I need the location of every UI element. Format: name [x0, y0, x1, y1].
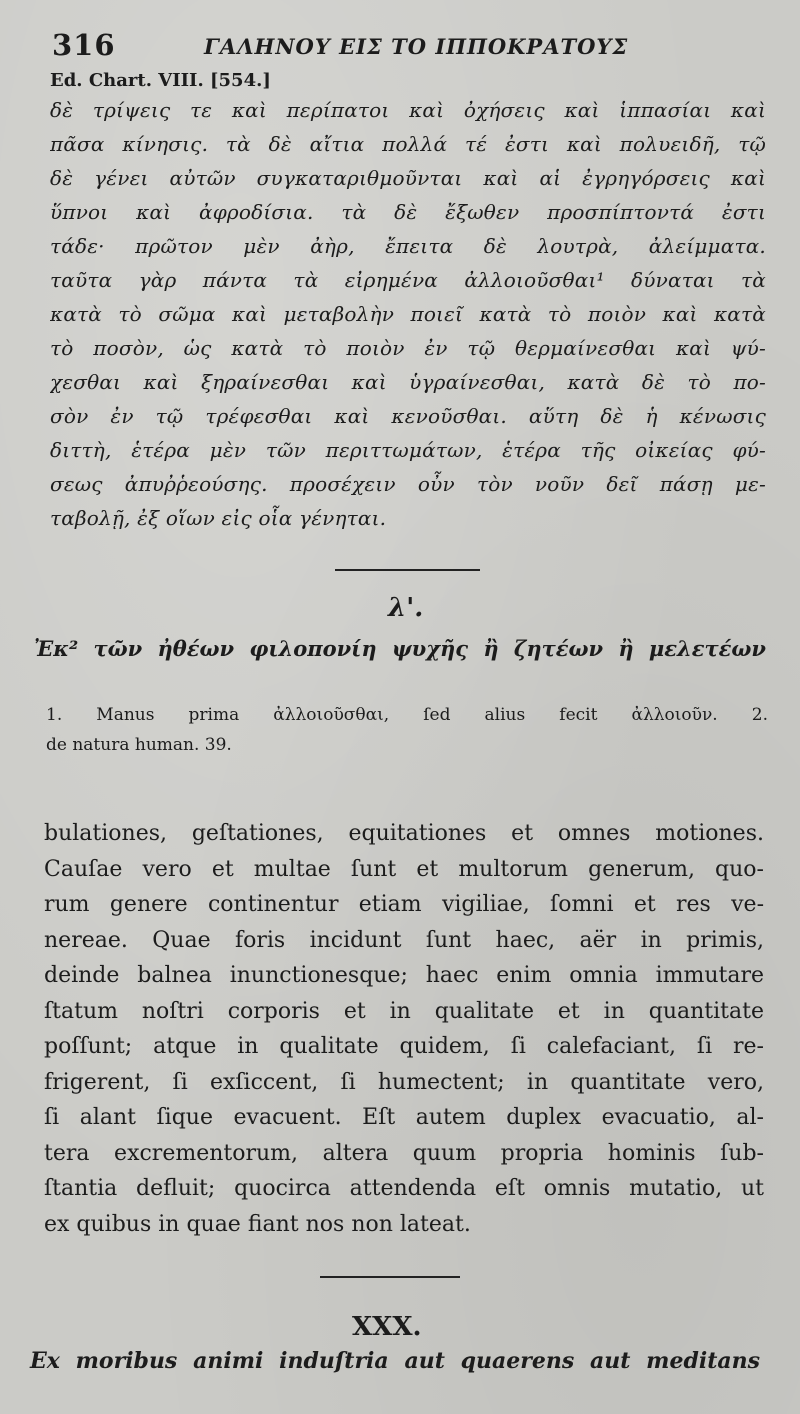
greek-text-block [50, 93, 766, 535]
footnotes [46, 700, 768, 760]
latin-line: bulationes, geſtationes, equitationes et omnes motiones. [44, 821, 764, 846]
latin-line: Cauſae vero et multae ſunt et multorum generum, quo- [44, 856, 764, 882]
latin-line: ex quibus in quae fiant nos non lateat. [44, 1211, 471, 1237]
greek-line: δὲ τρίψεις τε καὶ περίπατοι καὶ ὀχήσεις καὶ ἱππασίαι καὶ [50, 98, 766, 122]
latin-line: tera excrementorum, altera quum propria hominis ſub- [44, 1140, 764, 1166]
greek-line: χεσθαι καὶ ξηραίνεσθαι καὶ ὑγραίνεσθαι, κατὰ δὲ τὸ πο- [50, 370, 766, 394]
greek-section-heading: Ἐκ² τῶν ἠθέων φιλοπονίη ψυχῆς ἢ ζητέων ἢ μελετέων [34, 636, 766, 661]
latin-line: ſi alant ſique evacuent. Eſt autem duplex evacuatio, al- [44, 1105, 764, 1130]
greek-line: σὸν ἐν τῷ τρέφεσθαι καὶ κενοῦσθαι. αὕτη δὲ ἡ κένωσις [50, 404, 766, 428]
greek-line: ταβολῇ, ἐξ οἵων εἰς οἷα γένηται. [50, 506, 387, 530]
footnote-line: 1. Manus prima ἀλλοιοῦσθαι, ſed alius fecit ἀλλοιοῦν. 2. [46, 705, 768, 725]
latin-section-number: XXX. [352, 1312, 422, 1342]
latin-line: nereae. Quae foris incidunt ſunt haec, aër in primis, [44, 927, 764, 953]
greek-line: σεως ἀπυῤῥεούσης. προσέχειν οὖν τὸν νοῦν δεῖ πάσῃ με- [50, 472, 766, 496]
latin-section-heading: Ex moribus animi induſtria aut quaerens aut meditans [30, 1348, 760, 1374]
greek-line: δὲ γένει αὐτῶν συγκαταριθμοῦνται καὶ αἱ ἐγρηγόρσεις καὶ [50, 166, 766, 190]
latin-line: ſtantia defluit; quocirca attendenda eſt omnis mutatio, ut [44, 1176, 764, 1201]
greek-line: τάδε· πρῶτον μὲν ἀὴρ, ἔπειτα δὲ λουτρὰ, ἀλείμματα. [50, 234, 766, 258]
greek-line: πᾶσα κίνησις. τὰ δὲ αἴτια πολλά τέ ἐστι καὶ πολυειδῆ, τῷ [50, 132, 766, 156]
greek-line: ταῦτα γὰρ πάντα τὰ εἰρημένα ἀλλοιοῦσθαι¹ δύναται τὰ [50, 268, 766, 292]
page-number: 316 [52, 28, 116, 62]
greek-line: τὸ ποσὸν, ὡς κατὰ τὸ ποιὸν ἐν τῷ θερμαίνεσθαι καὶ ψύ- [50, 336, 766, 360]
page-header [52, 28, 760, 68]
greek-line: κατὰ τὸ σῶμα καὶ μεταβολὴν ποιεῖ κατὰ τὸ ποιὸν καὶ κατὰ [50, 302, 766, 326]
latin-line: rum genere continentur etiam vigiliae, ſomni et res ve- [44, 892, 764, 917]
footnote-line: de natura human. 39. [46, 735, 232, 755]
edition-reference: Ed. Chart. VIII. [554.] [50, 70, 271, 91]
latin-line: frigerent, ſi exſiccent, ſi humectent; in quantitate vero, [44, 1069, 764, 1095]
section-divider-latin [320, 1276, 460, 1278]
latin-line: ſtatum noſtri corporis et in qualitate et in quantitate [44, 998, 764, 1024]
running-title: ΓΑΛΗΝΟΥ ΕΙΣ ΤΟ ΙΠΠΟΚΡΑΤΟΥΣ [204, 34, 629, 59]
section-divider-greek [335, 569, 480, 571]
greek-section-number: λ'. [388, 593, 424, 623]
latin-line: deinde balnea inunctionesque; haec enim omnia immutare [44, 963, 764, 988]
latin-text-block [44, 816, 764, 1242]
greek-line: ὕπνοι καὶ ἀφροδίσια. τὰ δὲ ἔξωθεν προσπίπτοντά ἐστι [50, 200, 766, 224]
latin-line: poſſunt; atque in qualitate quidem, ſi calefaciant, ſi re- [44, 1034, 764, 1059]
greek-line: διττὴ, ἑτέρα μὲν τῶν περιττωμάτων, ἑτέρα τῆς οἰκείας φύ- [50, 438, 766, 462]
